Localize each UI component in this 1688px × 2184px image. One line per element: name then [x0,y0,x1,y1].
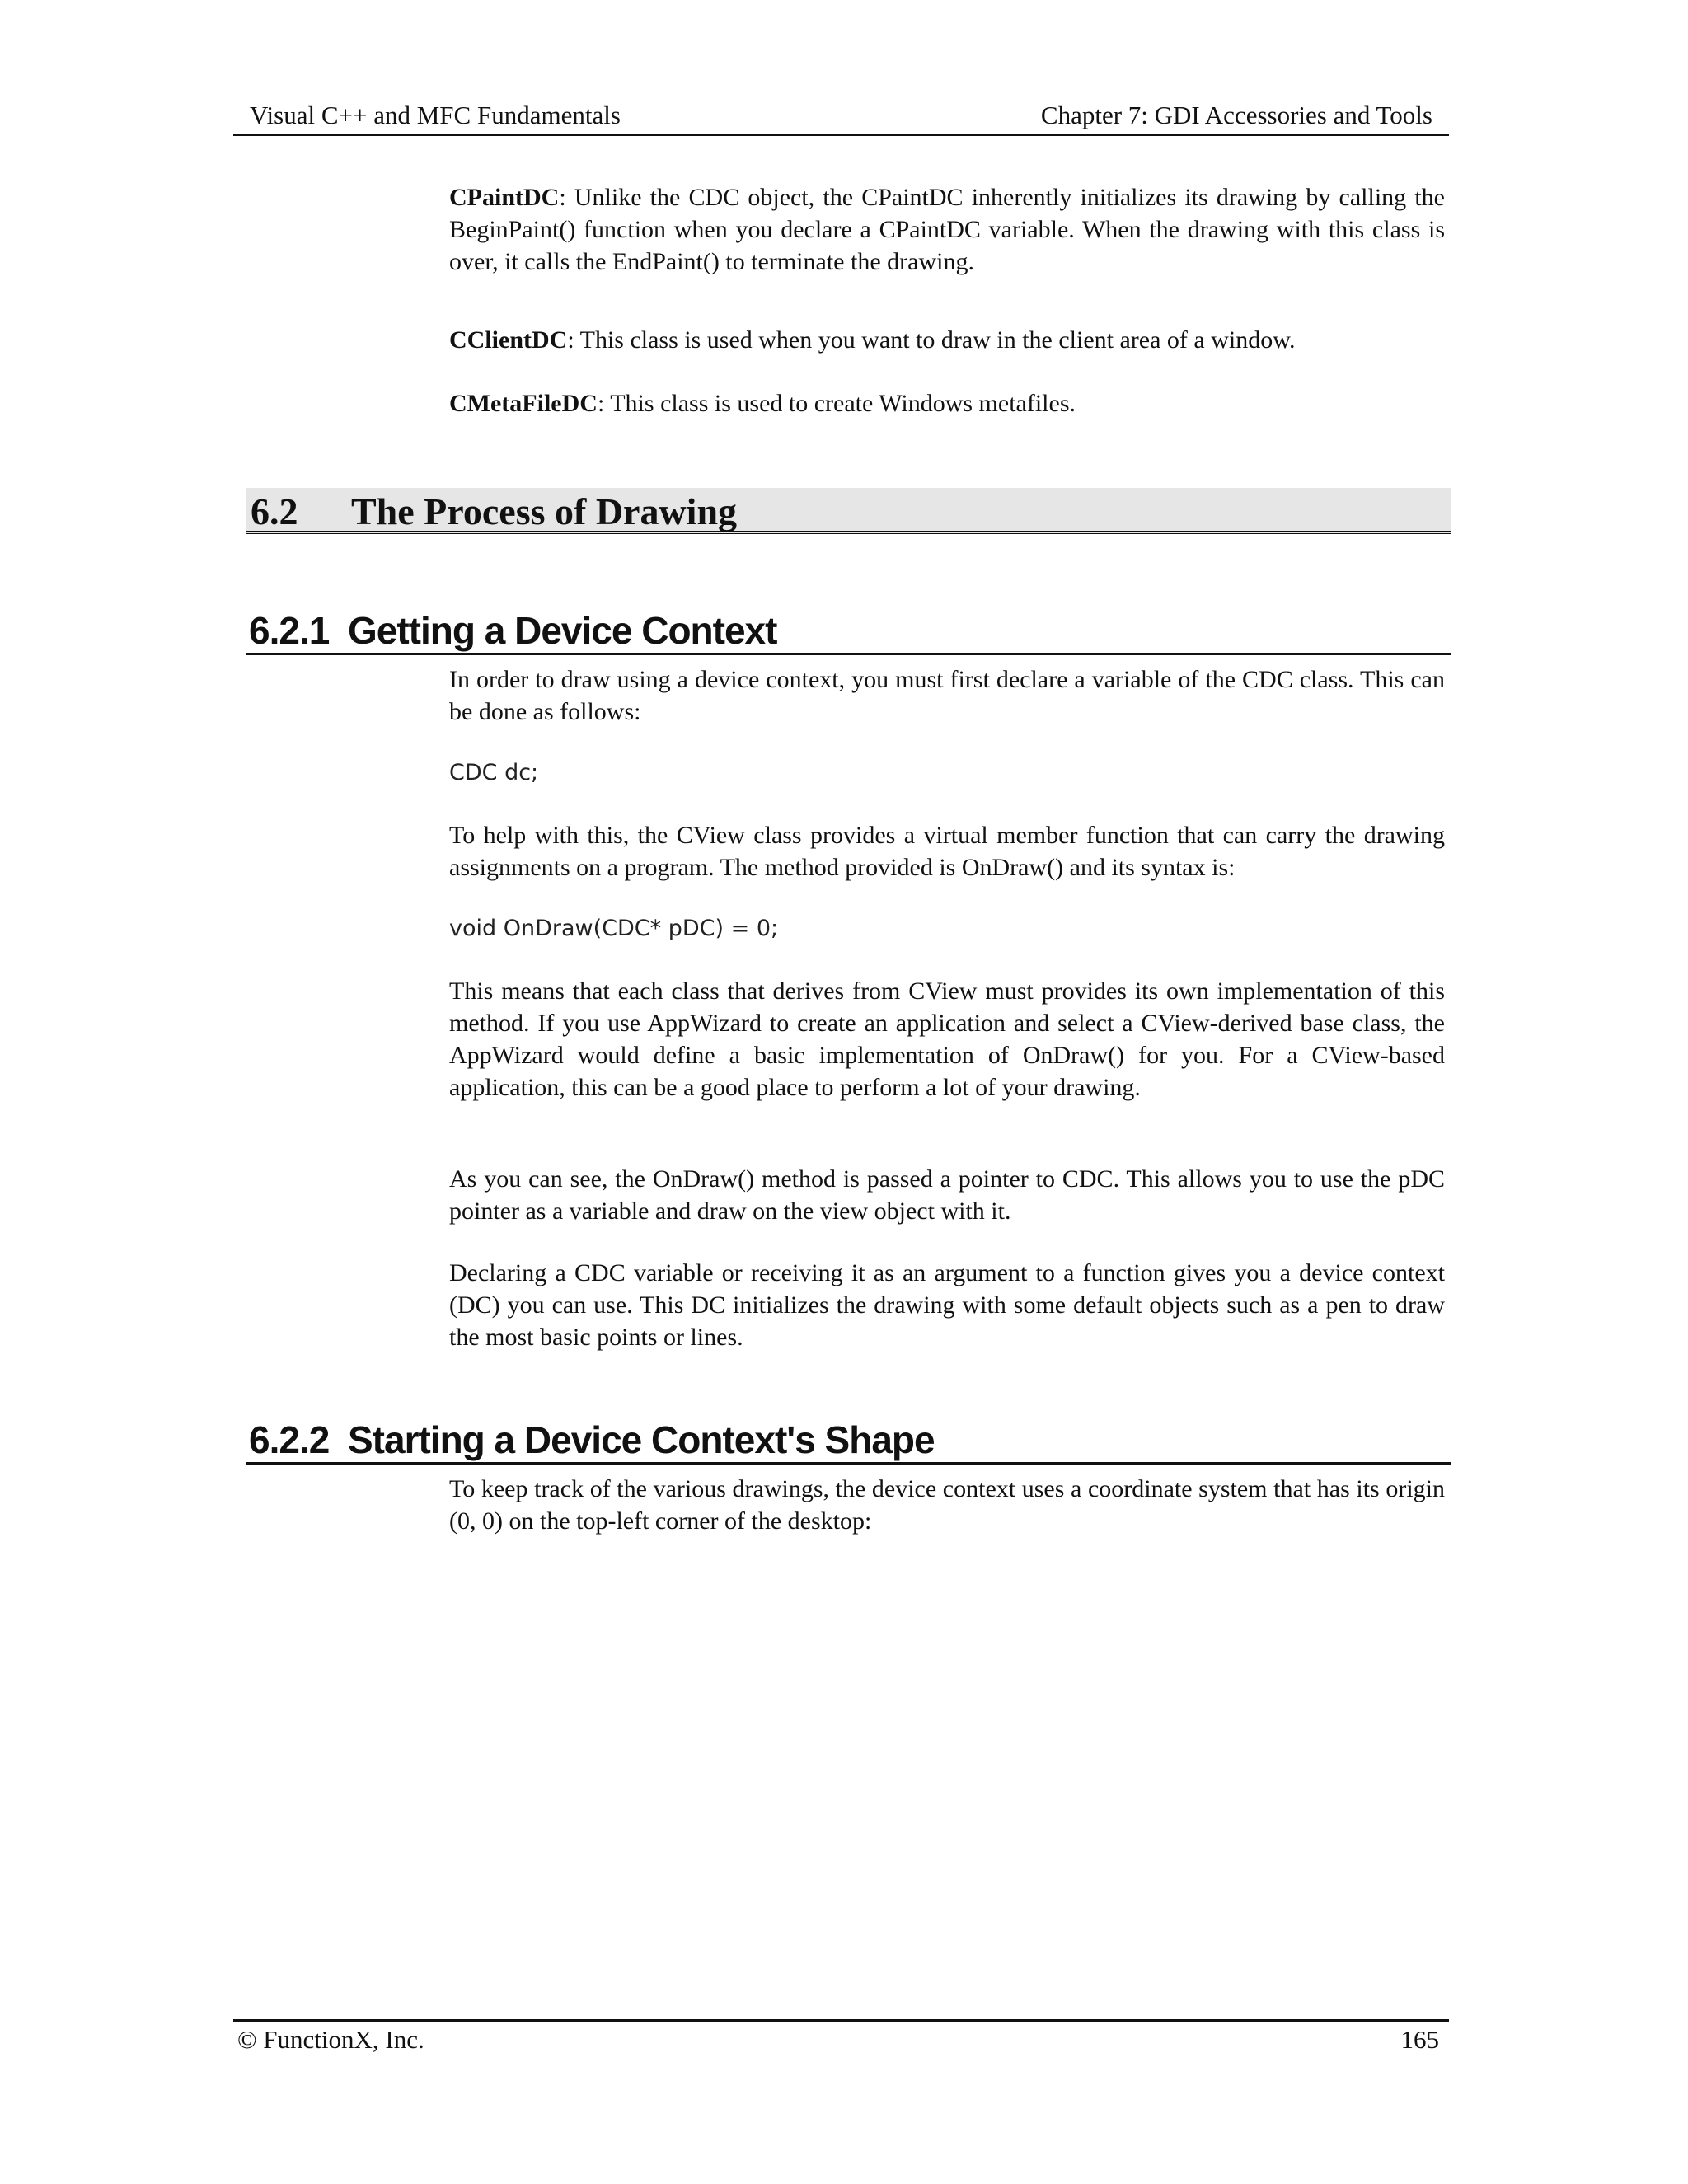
cpaintdc-term: CPaintDC [449,184,560,211]
section-number: 6.2 [251,490,298,532]
subsection-title: Starting a Device Context's Shape [348,1418,935,1461]
pdc-pointer-paragraph: As you can see, the OnDraw() method is passed a pointer to CDC. This allows you to use the pDC pointer as a variable and draw on the view object with it. [449,1165,1445,1225]
footer-page-number: 165 [1400,2025,1439,2054]
cmetafiledc-term: CMetaFileDC [449,390,598,417]
subsection-title: Getting a Device Context [348,609,777,652]
cmetafiledc-description: : This class is used to create Windows metafiles. [597,390,1076,417]
subsection-heading-6-2-1 [246,608,1451,655]
cclientdc-description: : This class is used when you want to draw in the client area of a window. [567,326,1296,354]
dc-default-objects-paragraph: Declaring a CDC variable or receiving it as an argument to a function gives you a device context (DC) you can use. This DC initializes the drawing with some default objects such as a pen to draw the most basic points or lines. [449,1259,1445,1351]
header-chapter-title: Chapter 7: GDI Accessories and Tools [1040,101,1432,129]
subsection-number: 6.2.1 [249,609,330,652]
code-cdc-declaration: CDC dc; [449,760,539,785]
coordinate-system-paragraph: To keep track of the various drawings, the device context uses a coordinate system that has its origin (0, 0) on the top-left corner of the desktop: [449,1475,1445,1535]
code-ondraw-syntax: void OnDraw(CDC* pDC) = 0; [449,916,779,941]
section-heading-6-2 [246,488,1451,534]
cclientdc-paragraph [449,324,1445,356]
page-footer [233,2019,1449,2058]
device-context-intro-paragraph: In order to draw using a device context, you must first declare a variable of the CDC class. This can be done as follows: [449,666,1445,725]
cpaintdc-description: : Unlike the CDC object, the CPaintDC inherently initializes its drawing by calling the BeginPaint() function when you declare a CPaintDC variable. When the drawing with this class is over, it calls the EndPaint() to terminate the drawing. [449,184,1445,275]
cview-ondraw-paragraph: To help with this, the CView class provides a virtual member function that can carry the drawing assignments on a program. The method provided is OnDraw() and its syntax is: [449,822,1445,881]
cclientdc-term: CClientDC [449,326,568,354]
subsection-number: 6.2.2 [249,1418,330,1461]
cview-implementation-paragraph: This means that each class that derives from CView must provides its own implementation of this method. If you use AppWizard to create an application and select a CView-derived base class, the AppWizard would define a basic implementation of OnDraw() for you. For a CView-based application, this can be a good place to perform a lot of your drawing. [449,977,1445,1101]
subsection-heading-6-2-2 [246,1418,1451,1465]
header-book-title: Visual C++ and MFC Fundamentals [250,101,621,129]
cmetafiledc-paragraph [449,387,1445,419]
cpaintdc-paragraph [449,181,1445,278]
footer-copyright: © FunctionX, Inc. [237,2025,424,2054]
page-header [233,97,1449,136]
section-title: The Process of Drawing [351,490,738,532]
